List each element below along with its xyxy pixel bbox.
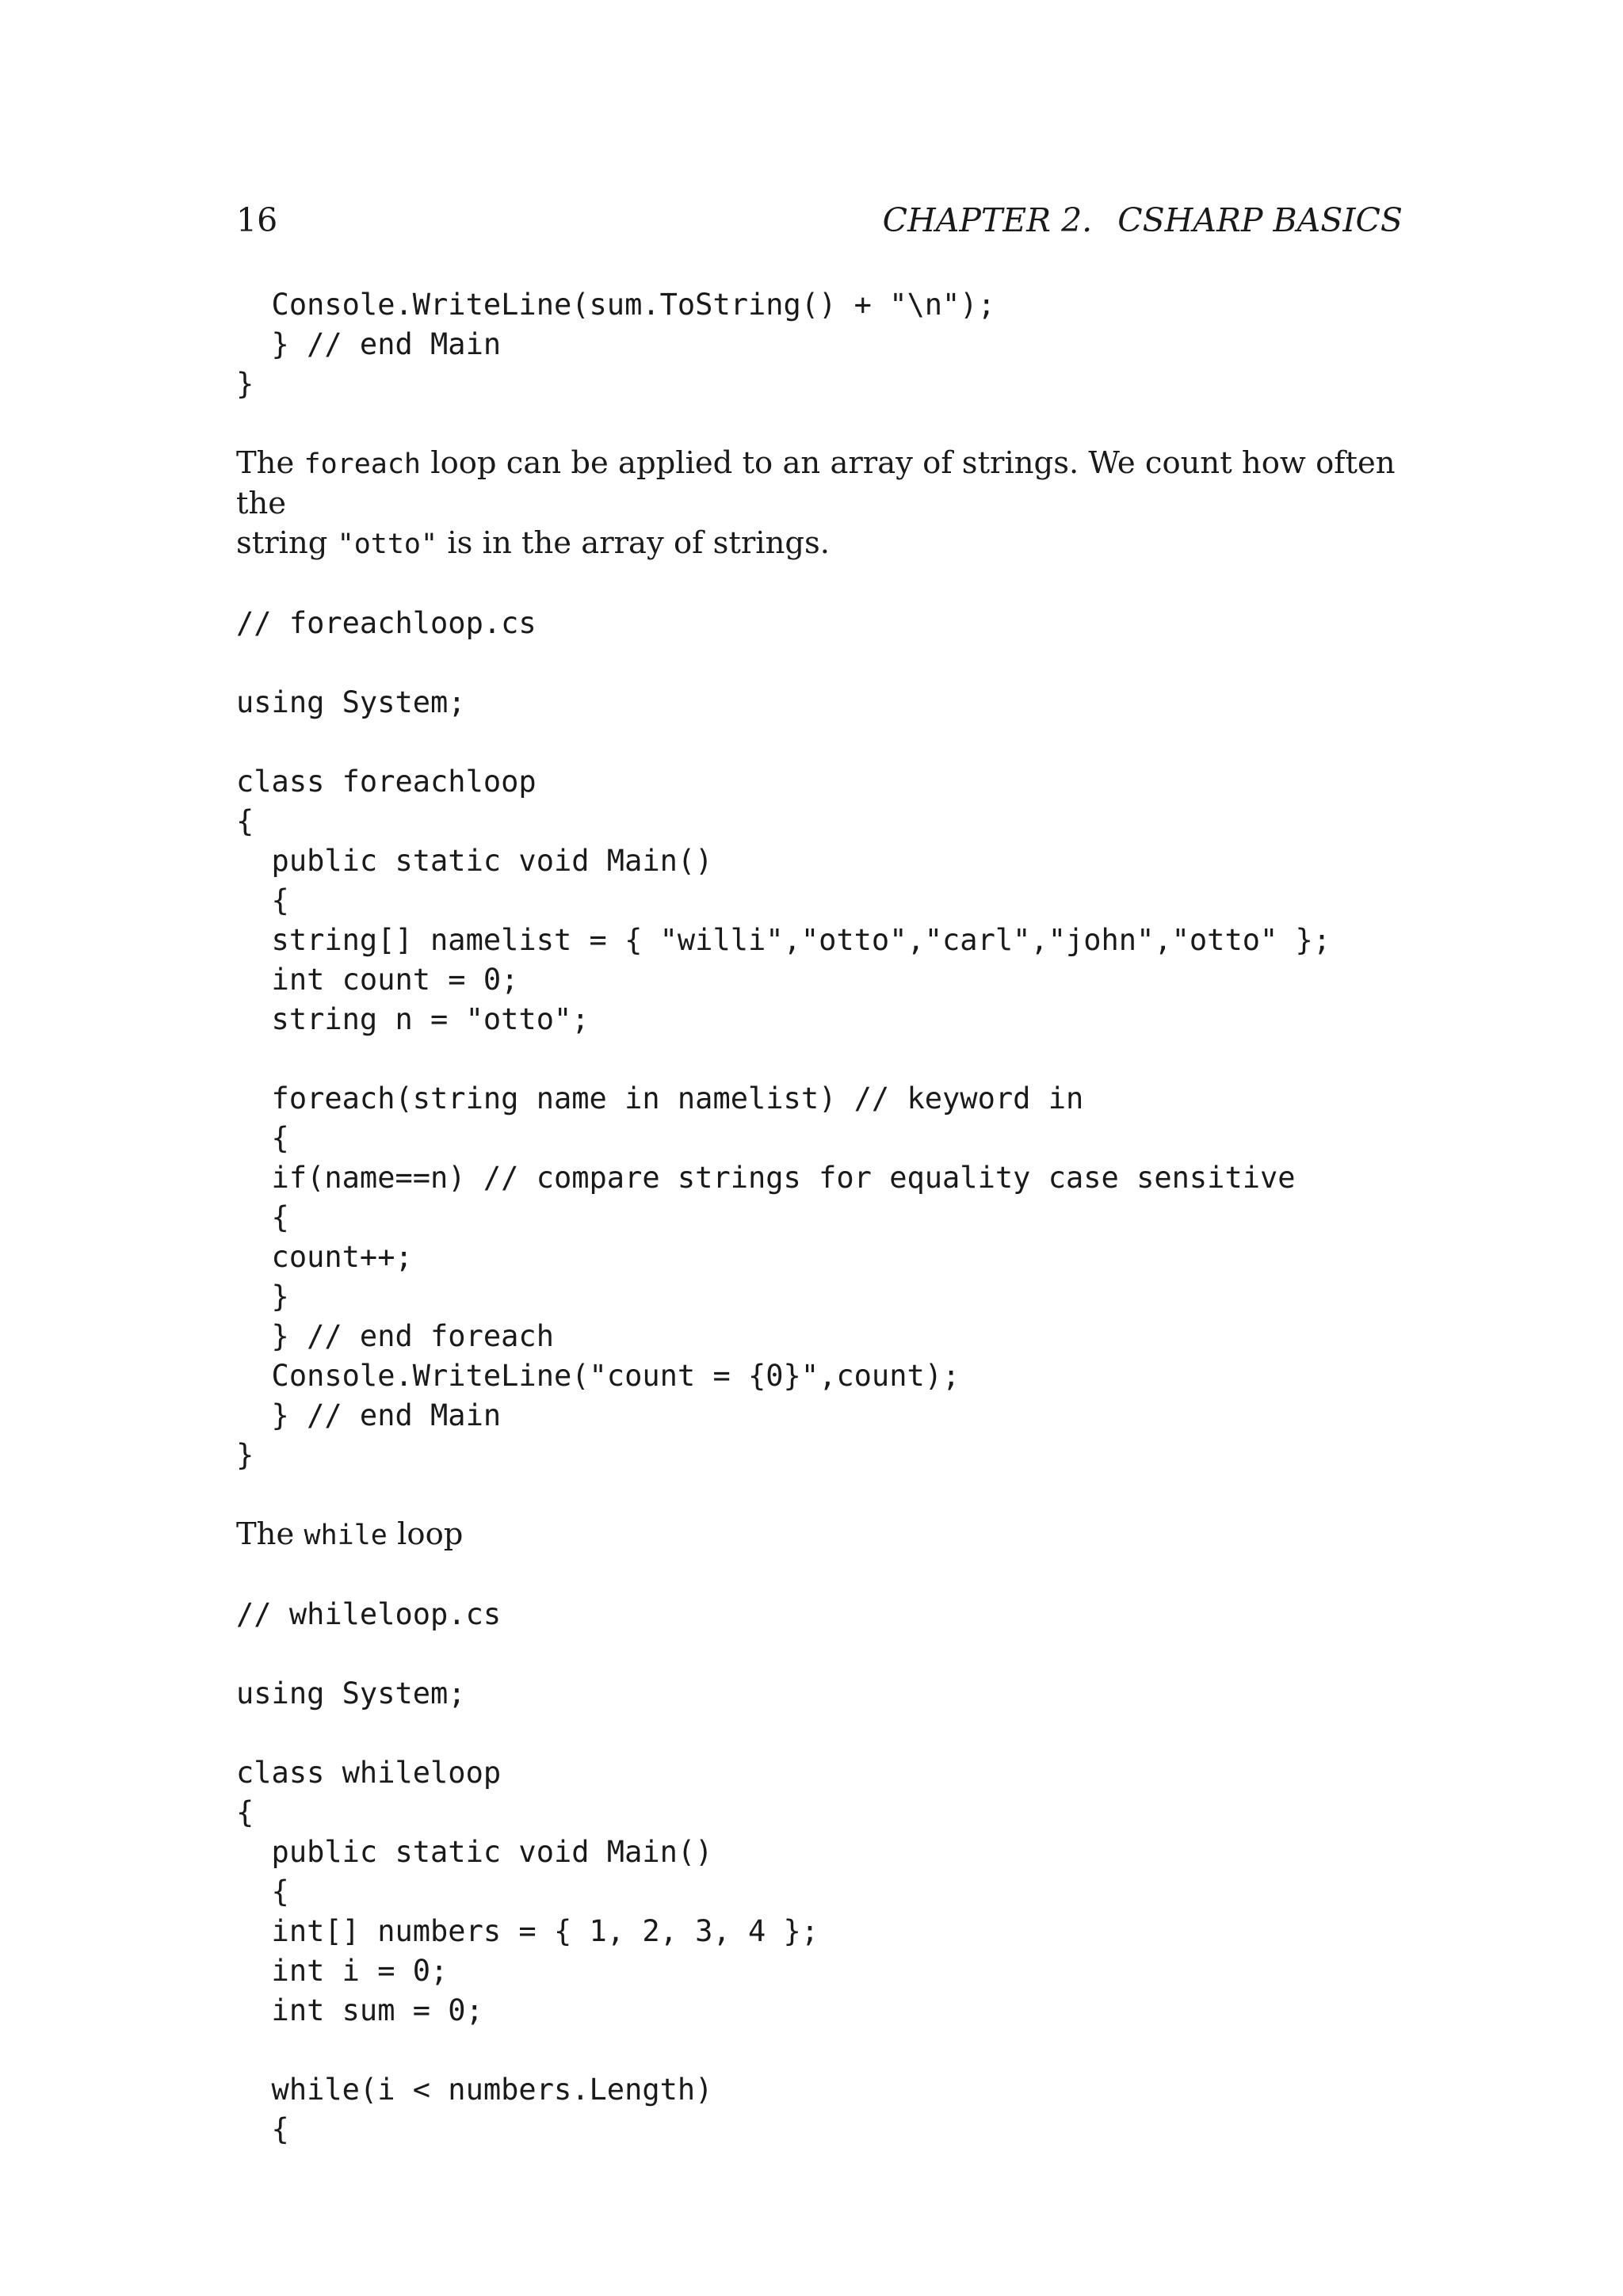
paragraph-foreach-intro: The foreach loop can be applied to an array of strings. We count how often the string "otto" is in the array of strings. — [236, 445, 1396, 561]
code-line: } — [236, 367, 254, 401]
code-line: } — [236, 1438, 254, 1472]
code-line: Console.WriteLine("count = {0}",count); — [236, 1359, 960, 1393]
code-line: foreach(string name in namelist) // keyword in — [236, 1081, 1084, 1116]
code-line: // whileloop.cs — [236, 1597, 502, 1631]
inline-code-while: while — [304, 1520, 388, 1551]
inline-code-otto: "otto" — [337, 528, 438, 560]
code-block-foreachloop — [236, 604, 1403, 1475]
code-line: { — [236, 1200, 289, 1234]
code-line: { — [236, 1795, 254, 1829]
code-line — [236, 1039, 1403, 1079]
inline-code-foreach: foreach — [304, 448, 422, 480]
chapter-label: CHAPTER 2. — [882, 201, 1093, 239]
code-line: // foreachloop.cs — [236, 606, 537, 640]
code-block-sum-ending — [236, 285, 1403, 404]
code-line: { — [236, 1121, 289, 1155]
code-line: } — [236, 1280, 289, 1314]
code-line — [236, 643, 1403, 683]
running-head — [883, 198, 1403, 242]
code-line — [236, 1714, 1403, 1753]
code-line: while(i < numbers.Length) — [236, 2073, 713, 2107]
code-line: using System; — [236, 685, 466, 719]
code-line — [236, 723, 1403, 762]
code-line: int i = 0; — [236, 1954, 449, 1988]
page-header — [236, 198, 1403, 242]
code-line — [236, 1634, 1403, 1674]
code-line: public static void Main() — [236, 844, 713, 878]
code-line: public static void Main() — [236, 1835, 713, 1869]
page-content — [236, 285, 1403, 2149]
code-line: } // end foreach — [236, 1319, 554, 1353]
code-line: class whileloop — [236, 1756, 502, 1790]
code-line: { — [236, 2112, 289, 2146]
code-line — [236, 2031, 1403, 2070]
code-line: int count = 0; — [236, 963, 519, 997]
code-line: int[] numbers = { 1, 2, 3, 4 }; — [236, 1914, 819, 1948]
code-line: } // end Main — [236, 327, 502, 361]
code-line: using System; — [236, 1676, 466, 1711]
code-line: if(name==n) // compare strings for equality case sensitive — [236, 1161, 1296, 1195]
code-line: int sum = 0; — [236, 1993, 483, 2027]
code-block-whileloop — [236, 1595, 1403, 2149]
chapter-title: CSHARP BASICS — [1117, 201, 1403, 239]
code-line: string n = "otto"; — [236, 1002, 590, 1036]
code-line: { — [236, 1875, 289, 1909]
code-line: Console.WriteLine(sum.ToString() + "\n"); — [236, 288, 995, 322]
code-line: { — [236, 804, 254, 838]
code-line: class foreachloop — [236, 765, 537, 799]
code-line: { — [236, 883, 289, 917]
paragraph-while-intro: The while loop — [236, 1516, 464, 1552]
code-line: } // end Main — [236, 1398, 502, 1432]
code-line: string[] namelist = { "willi","otto","carl","john","otto" }; — [236, 923, 1331, 957]
document-page — [236, 0, 1403, 2296]
code-line: count++; — [236, 1240, 413, 1274]
page-number: 16 — [236, 201, 278, 239]
